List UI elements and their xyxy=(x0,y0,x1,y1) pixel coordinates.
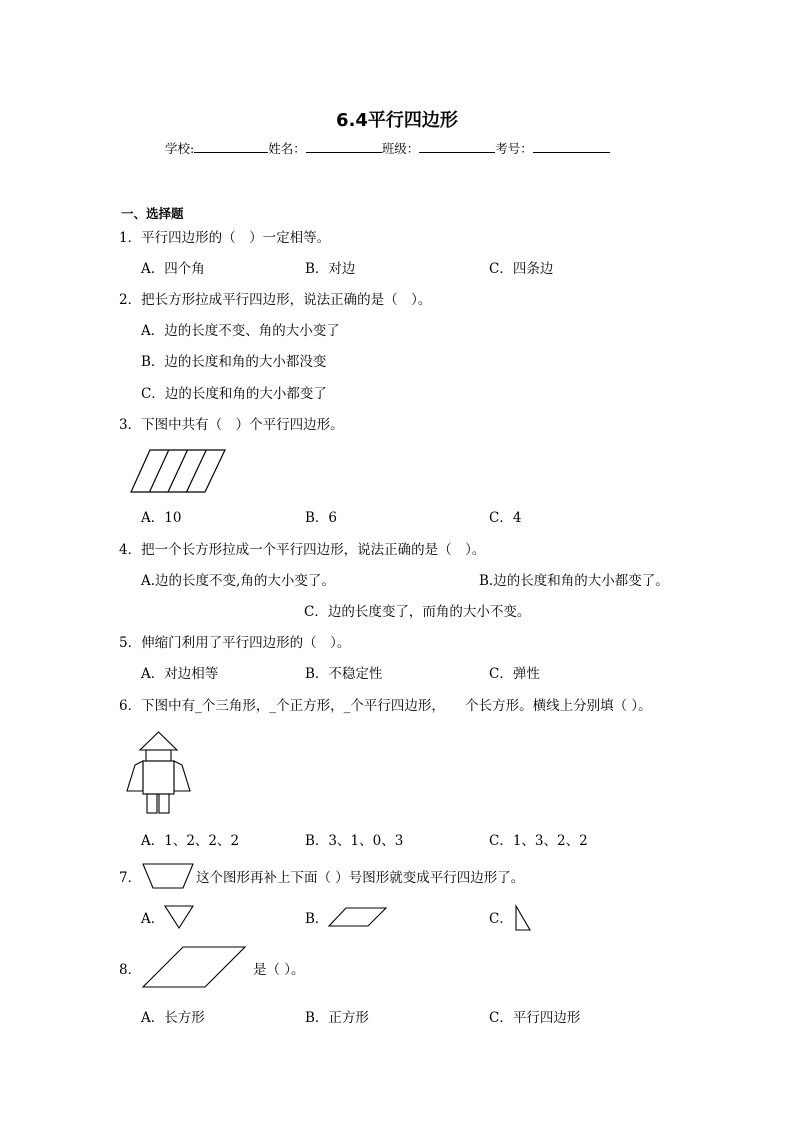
exam-number-label: 考号： xyxy=(495,141,533,156)
school-blank[interactable] xyxy=(194,139,268,153)
exam-number-blank[interactable] xyxy=(533,139,610,153)
question-2-option-a: A．边的长度不变、角的大小变了 xyxy=(141,323,340,339)
parallelogram-strip-figure xyxy=(130,449,226,493)
question-4-stem: 4．把一个长方形拉成一个平行四边形，说法正确的是（ ）。 xyxy=(119,542,486,558)
question-8-option-b: B．正方形 xyxy=(305,1010,369,1026)
question-2-stem: 2．把长方形拉成平行四边形，说法正确的是（ ）。 xyxy=(119,292,432,308)
question-8-stem: 是（ ）。 xyxy=(253,962,305,978)
question-7-option-a: A． xyxy=(141,911,165,927)
question-1-stem: 1．平行四边形的（ ）一定相等。 xyxy=(119,230,331,246)
question-7-option-b: B． xyxy=(305,911,329,927)
inverted-triangle-icon xyxy=(164,905,194,929)
name-blank[interactable] xyxy=(306,139,382,153)
trapezoid-figure xyxy=(142,863,194,889)
question-6-option-b: B．3、1、0、3 xyxy=(305,833,404,849)
question-8-option-c: C．平行四边形 xyxy=(489,1010,581,1026)
robot-shapes-figure xyxy=(126,731,192,815)
question-1-option-a: A．四个角 xyxy=(141,261,205,277)
question-7-option-c: C． xyxy=(489,911,513,927)
question-8-number: 8． xyxy=(119,962,142,978)
student-info-row xyxy=(165,139,610,157)
question-1-option-b: B．对边 xyxy=(305,261,356,277)
question-3-option-c: C．4 xyxy=(489,510,522,526)
school-label: 学校: xyxy=(165,141,195,156)
question-3-option-a: A．10 xyxy=(141,510,182,526)
question-1-option-c: C．四条边 xyxy=(489,261,554,277)
question-4-option-b: B.边的长度和角的大小都变了。 xyxy=(479,573,669,589)
question-2-option-b: B．边的长度和角的大小都没变 xyxy=(141,354,327,370)
section-title: 一、选择题 xyxy=(121,206,184,221)
question-4-option-a: A.边的长度不变,角的大小变了。 xyxy=(141,573,335,589)
question-5-option-a: A．对边相等 xyxy=(141,666,219,682)
question-5-stem: 5．伸缩门利用了平行四边形的（ ）。 xyxy=(119,635,351,651)
question-6-option-c: C．1、3、2、2 xyxy=(489,833,588,849)
question-5-option-b: B．不稳定性 xyxy=(305,666,383,682)
question-7-number: 7． xyxy=(119,870,142,886)
question-3-stem: 3．下图中共有（ ）个平行四边形。 xyxy=(119,417,344,433)
question-6-stem: 6．下图中有_个三角形，_个正方形，_个平行四边形， 个长方形。横线上分别填（ ）。 xyxy=(119,698,652,714)
question-3-option-b: B．6 xyxy=(305,510,338,526)
question-2-option-c: C．边的长度和角的大小都变了 xyxy=(141,386,327,402)
large-parallelogram-figure xyxy=(142,946,246,988)
question-6-option-a: A．1、2、2、2 xyxy=(141,833,240,849)
question-7-stem: 这个图形再补上下面（ ）号图形就变成平行四边形了。 xyxy=(196,870,525,886)
parallelogram-icon xyxy=(328,907,387,927)
right-triangle-icon xyxy=(511,905,531,931)
question-4-option-c: C．边的长度变了，而角的大小不变。 xyxy=(304,604,531,620)
name-label: 姓名： xyxy=(268,141,306,156)
class-label: 班级： xyxy=(381,141,420,156)
question-8-option-a: A．长方形 xyxy=(141,1010,205,1026)
page-title: 6.4平行四边形 xyxy=(336,110,458,131)
question-5-option-c: C．弹性 xyxy=(489,666,540,682)
class-blank[interactable] xyxy=(419,139,495,153)
